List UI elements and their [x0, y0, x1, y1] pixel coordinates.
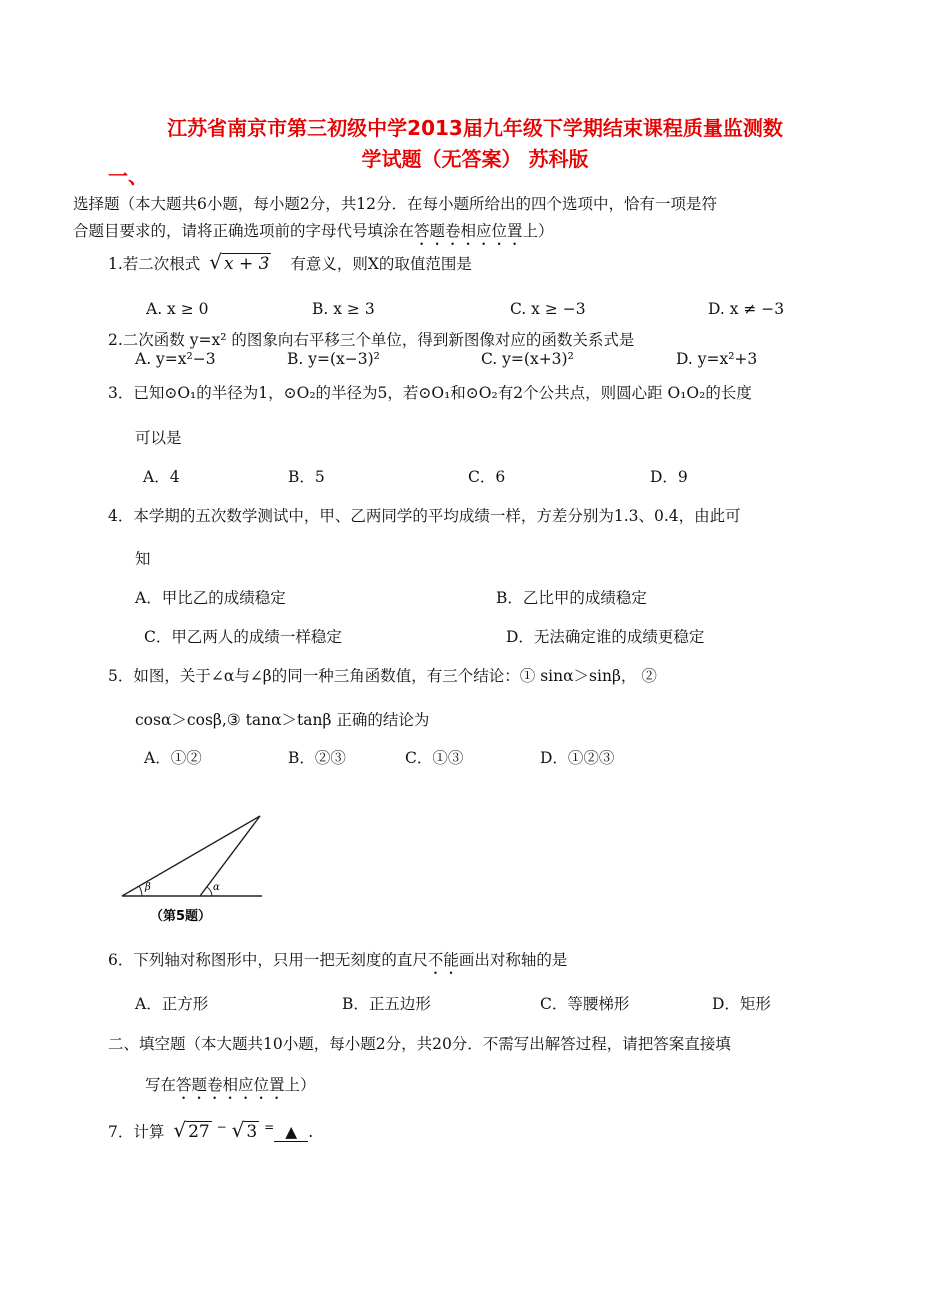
question-6-option-a: A．正方形: [135, 995, 209, 1013]
question-4-stem-line1: 4．本学期的五次数学测试中，甲、乙两同学的平均成绩一样，方差分别为1.3、0.4，由此可: [108, 507, 741, 525]
short-ray: [200, 816, 260, 896]
question-5-figure: [118, 810, 268, 928]
question-2-option-d: D. y=x²+3: [676, 350, 758, 368]
page-title-line1: 江苏省南京市第三初级中学2013届九年级下学期结束课程质量监测数: [167, 116, 783, 140]
sqrt-3: √ 3: [231, 1118, 258, 1142]
question-2-option-a: A. y=x²−3: [135, 350, 216, 368]
beta-arc: [139, 886, 142, 896]
question-3-option-c: C．6: [468, 468, 506, 486]
question-1-option-c: C. x ≥ −3: [510, 300, 586, 318]
section2-intro-line2: 写在答题卷相应位置上）: [145, 1076, 316, 1094]
question-4-option-d: D．无法确定谁的成绩更稳定: [506, 628, 705, 646]
question-5-stem-line1: 5．如图，关于∠α与∠β的同一种三角函数值，有三个结论：① sinα＞sinβ， ②: [108, 667, 657, 685]
question-2-stem: 2.二次函数 y=x² 的图象向右平移三个单位，得到新图像对应的函数关系式是: [108, 331, 635, 349]
question-3-option-a: A．4: [143, 468, 180, 486]
question-2-option-c: C. y=(x+3)²: [481, 350, 574, 368]
answer-blank: ▲: [274, 1123, 308, 1142]
question-1-stem: 1.若二次根式 √ x + 3 有意义，则X的取值范围是: [108, 250, 472, 274]
question-4-option-c: C．甲乙两人的成绩一样稳定: [144, 628, 342, 646]
question-5-option-c: C．①③: [405, 749, 464, 767]
beta-label: β: [145, 882, 151, 893]
question-4-stem-line2: 知: [135, 550, 151, 568]
section1-mark: 一、: [108, 164, 148, 188]
question-5-stem-line2: cosα＞cosβ,③ tanα＞tanβ 正确的结论为: [135, 711, 430, 729]
section2-intro-line1: 二、填空题（本大题共10小题，每小题2分，共20分．不需写出解答过程，请把答案直接填: [108, 1035, 731, 1053]
sqrt-27: √ 27: [173, 1118, 210, 1142]
question-1-option-b: B. x ≥ 3: [312, 300, 375, 318]
long-ray: [122, 816, 260, 896]
question-3-stem-line2: 可以是: [135, 429, 182, 447]
emphasis-text: 答题卷相应位置: [414, 222, 523, 240]
question-6-option-c: C．等腰梯形: [540, 995, 630, 1013]
emphasis-text: 不能: [427, 951, 459, 969]
question-7-stem: 7．计算 √ 27 − √ 3 = ▲ .: [108, 1118, 314, 1142]
question-3-option-d: D．9: [650, 468, 688, 486]
section1-intro-line1: 选择题（本大题共6小题，每小题2分，共12分．在每小题所给出的四个选项中，恰有一项是符: [73, 195, 717, 213]
question-5-option-d: D．①②③: [540, 749, 615, 767]
question-3-option-b: B．5: [288, 468, 325, 486]
question-4-option-a: A．甲比乙的成绩稳定: [135, 589, 286, 607]
question-6-stem: 6．下列轴对称图形中，只用一把无刻度的直尺不能画出对称轴的是: [108, 951, 568, 969]
page-title-line2: 学试题（无答案） 苏科版: [361, 147, 589, 171]
question-1-option-a: A. x ≥ 0: [146, 300, 209, 318]
emphasis-text: 答题卷相应位置: [176, 1076, 285, 1094]
question-1-option-d: D. x ≠ −3: [708, 300, 785, 318]
question-2-option-b: B. y=(x−3)²: [287, 350, 380, 368]
question-3-stem-line1: 3．已知⊙O₁的半径为1，⊙O₂的半径为5，若⊙O₁和⊙O₂有2个公共点，则圆心距 O₁O₂的长度: [108, 384, 752, 402]
question-5-option-b: B．②③: [288, 749, 346, 767]
section1-intro-line2: 合题目要求的，请将正确选项前的字母代号填涂在答题卷相应位置上）: [73, 222, 554, 240]
figure-caption: （第5题）: [150, 909, 212, 924]
question-5-option-a: A．①②: [144, 749, 202, 767]
sqrt-expression: √ x + 3: [209, 250, 270, 274]
question-6-option-d: D．矩形: [712, 995, 771, 1013]
alpha-label: α: [213, 882, 220, 893]
alpha-arc: [207, 887, 212, 896]
question-4-option-b: B．乙比甲的成绩稳定: [496, 589, 647, 607]
question-6-option-b: B．正五边形: [342, 995, 431, 1013]
